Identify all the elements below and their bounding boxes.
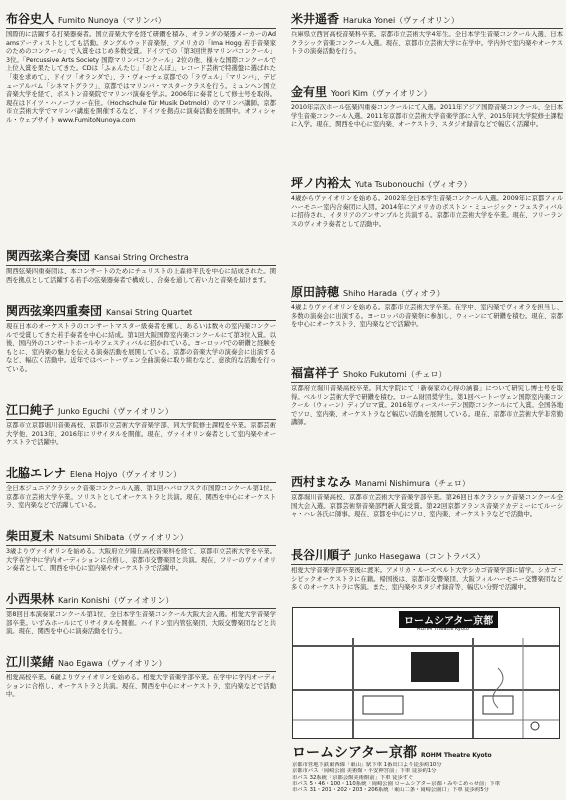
- performer-name: 小西果林: [6, 592, 55, 606]
- performer-bio: 全日本ジュニアクラシック音楽コンクール入選、第1回ハバロフスク市国際コンクール第1位。京都市立芸術大学卒業。ソリストとしてオーケストラと共演。現在、関西を中心にオーケストラ、室内楽などで活躍している。: [6, 485, 276, 510]
- performer-romaji: Haruka Yonei（ヴァイオリン）: [343, 16, 459, 25]
- performer-entry: [6, 588, 276, 645]
- performer-bio: 3歳よりヴァイオリンを始める。大阪府立夕陽丘高校音楽科を経て、京都市立芸術大学を卒業。大学在学中に学内オーディションに合格し、京都市交響楽団と共演。現在、フリーのヴァイオリン奏者として、関西を中心に室内楽やオーケストラで活躍中。: [6, 548, 276, 573]
- performer-bio: 4歳よりヴァイオリンを始める。京都市立芸術大学卒業。在学中、室内楽でヴィオラを担当し、多数の演奏会に出演する。ヨーロッパの音楽祭に参加し、ウィーンにて研鑽を積む。現在、京都を中心にオーケストラ、室内楽などで活躍中。: [291, 304, 563, 329]
- map-theatre-block: [411, 652, 459, 682]
- map-title: ロームシアター京都: [399, 611, 498, 628]
- performer-name: 米井遥香: [291, 12, 340, 26]
- access-line: 市バス 31・201・202・203・206系統「東山二条・岡崎公園口」下車 徒歩約5分: [292, 787, 489, 794]
- performer-entry: [6, 462, 276, 519]
- performer-bio: 京都市立京都堀川音楽高校、京都市立芸術大学音楽学部、同大学院修士課程を卒業。京都芸術大学他、2013年、2016年にリサイタルを開催。現在、ヴァイオリン奏者として室内楽やオーケストラで活躍中。: [6, 422, 276, 447]
- performer-bio: 京都堀川音楽高校、京都市立芸術大学音楽学部卒業。第26回日本クラシック音楽コンクール全国大会入選。京都芸術祭音楽部門新人賞受賞。第22回京都フランス音楽アカデミーにてルーシャ・ハレ各氏に師事。現在、京都を中心にソロ、室内楽、オーケストラなどで活動中。: [291, 494, 563, 519]
- performer-entry: [6, 8, 276, 239]
- performer-name: 江川菜緒: [6, 655, 55, 669]
- map-subtitle: ROHM Theatre Kyoto: [417, 626, 469, 632]
- performer-entry: [6, 300, 276, 393]
- map-river: [493, 668, 503, 708]
- performer-header: [6, 525, 276, 546]
- venue-logo: [292, 742, 492, 762]
- performer-entry: [6, 651, 276, 708]
- performer-entry: [291, 8, 563, 75]
- map-museum-block: [363, 696, 403, 714]
- performer-entry: [291, 281, 563, 356]
- performer-name: 西村まなみ: [291, 475, 352, 489]
- venue-name-jp: ロームシアター京都: [292, 745, 418, 761]
- performer-header: [6, 8, 276, 29]
- performer-romaji: Junko Hasegawa（コントラバス）: [355, 552, 485, 561]
- performer-header: [6, 399, 276, 420]
- performer-header: [291, 172, 563, 193]
- performer-bio: 京都府立堀川音楽高校卒業。同大学院にて「新奏家の心得の涵養」について研究し博士号を取得。ベルリン芸術大学で研鑽を積む。ローム財団奨学生。第1回ベートーヴェン国際室内楽コンクール（ウィーン）ディプロマ賞。2016年ヴィースバーデン国際コンクールにて入賞。全国各地でソロ、室内楽、オーケストラなど幅広い活動を展開している。現在、京都市立芸術大学非常勤講師。: [291, 385, 563, 427]
- access-line: 京都市営地下鉄東西線「東山」駅下車 1番出口より徒歩約10分: [292, 762, 442, 768]
- performer-entry: [291, 362, 563, 465]
- performer-header: [6, 588, 276, 609]
- access-line: 京都市バス「岡崎公園 美術館・平安神宮前」下車 徒歩約1分: [292, 768, 437, 775]
- access-line: 市バス 5・46・100・110系統「岡崎公園 ロームシアター京都・みやこめっせ前」下車: [292, 780, 501, 787]
- performer-header: [291, 362, 563, 383]
- performer-name: 関西弦楽四重奏団: [6, 304, 103, 318]
- performer-romaji: Yuta Tsubonouchi（ヴィオラ）: [355, 180, 472, 189]
- performer-entry: [6, 245, 276, 294]
- performer-name: 長谷川順子: [291, 548, 352, 562]
- performer-name: 原田詩穂: [291, 285, 340, 299]
- access-info: [292, 762, 558, 793]
- performer-bio: 兵庫県立西宮高校音楽科卒業。京都市立芸術大学4年生。全日本学生音楽コンクール入選、日本クラシック音楽コンクール入選。現在、京都市立芸術大学に在学中。学内外で室内楽やオーケストラの演奏活動を行う。: [291, 31, 563, 56]
- performer-romaji: Shoko Fukutomi（チェロ）: [343, 370, 447, 379]
- performer-header: [6, 462, 276, 483]
- performer-header: [291, 281, 563, 302]
- access-map: [292, 607, 560, 739]
- performer-romaji: Manami Nishimura（チェロ）: [355, 479, 470, 488]
- performer-name: 福富祥子: [291, 366, 340, 380]
- map-station-marker: [531, 722, 539, 730]
- performer-entry: [291, 471, 563, 538]
- performer-header: [291, 8, 563, 29]
- performer-name: 柴田夏未: [6, 529, 55, 543]
- performer-column-right: [291, 8, 563, 625]
- performer-romaji: Yoori Kim（ヴァイオリン）: [331, 89, 432, 98]
- performer-romaji: Elena Hojyo（ヴァイオリン）: [70, 470, 182, 479]
- performer-romaji: Kansai String Quartet: [106, 308, 193, 317]
- performer-romaji: Karin Konishi（ヴァイオリン）: [58, 596, 174, 605]
- performer-romaji: Junko Eguchi（ヴァイオリン）: [58, 407, 173, 416]
- performer-name: 金有里: [291, 85, 328, 99]
- performer-bio: 第8回日本演奏家コンクール第1位、全日本学生音楽コンクール大阪大会入選。相愛大学音楽学部卒業。いずみホールにてリサイタルを開催。ハイドン室内管弦楽団、大阪交響楽団などと共演。現在、関西を中心に演奏活動を行う。: [6, 611, 276, 636]
- performer-bio: 関西弦楽四重奏団は、本コンサートのためにチェリストの上森祥平氏を中心に結成された。関西を拠点として活躍する若手の弦楽器奏者で構成し、合奏を通して若い力と音楽を届けます。: [6, 268, 276, 284]
- performer-bio: 4歳からヴァイオリンを始める。2002年全日本学生音楽コンクール入選。2009年に京都フィルハーモニー室内合奏団に入団。2014年にアメリカのボストン・ミュージック・フェスティバルに招待され、イタリアのアンサンブルと共演する。京都市立芸術大学を卒業。現在、フリーランスのヴィオラ奏者として活動中。: [291, 195, 563, 228]
- map-hall-block: [483, 696, 513, 714]
- performer-romaji: Shiho Harada（ヴィオラ）: [343, 289, 445, 298]
- performer-entry: [6, 399, 276, 456]
- performer-header: [6, 651, 276, 672]
- performer-entry: [6, 525, 276, 582]
- performer-romaji: Kansai String Orchestra: [94, 253, 189, 262]
- performer-romaji: Fumito Nunoya（マリンバ）: [58, 16, 166, 25]
- performer-bio: 国際的に活躍する打楽器奏者。国立音楽大学を経て研鑽を積み、オランダの楽器メーカーのAdamsアーティストとしても活動。タングルウッド音楽祭、アメリカの「Ima Hogg 若手音楽家のためのコンクール」で入賞をはじめ多数受賞。ドイツでの「第3回世界マリンバコンクール」3位。「Percussive Arts Society 国際マリンバコンクール」2位の他、様々な国際コンクールで上位入賞を果たしてきた。CDは「ふぁんたじ」「おとんぼ」、レコード芸術で特選盤に選ばれた「東を求めて」、ドイツ「オランダで」、ラ・ヴォーチェ京都での「ラヴェル」「マリンバ」、デビューアルバム「シネマトグラフ」、京都ではマリンバ・マスタークラスを行う。ミュンヘン国立音楽大学を経て、ボストン音楽院でマリンバ演奏を学ぶ。2006年に奏者として修士号を取得。現在はドイツ・ハノーファー在住。（Hochschule für Musik Detmold）のマリンバ講師。京都市立芸術大学でマリンバ講座を開催するなど、ドイツを拠点に演奏活動を展開中。オフィシャル・ウェブサイト www.FumitoNunoya.com: [6, 31, 276, 124]
- access-line: 市バス 32系統「京都会館美術館前」下車 徒歩すぐ: [292, 774, 414, 781]
- performer-name: 布谷史人: [6, 12, 55, 26]
- performer-entry: [291, 172, 563, 275]
- performer-column-left: [6, 8, 276, 714]
- performer-header: [6, 245, 276, 266]
- performer-name: 江口純子: [6, 403, 55, 417]
- performer-bio: 現在日本のオーケストラのコンサートマスター級奏者を擁し、あるいは数々の室内楽コンクールで受賞してきた若手奏者を中心に結成。第1回大阪国際室内楽コンクールにて第3位入賞。以後、国内外のコンサートホールやフェスティバルに招かれている。ヨーロッパでの研鑽と経験をもとに、室内楽の魅力を伝える演奏活動を展開している。京都の音楽大学の演奏会に出演するなど、幅広く活動中。近年ではベートーヴェン全曲演奏に取り組むなど、意欲的な活動を行っている。: [6, 323, 276, 373]
- performer-name: 坪ノ内裕太: [291, 176, 352, 190]
- performer-entry: [291, 81, 563, 166]
- performer-romaji: Natsumi Shibata（ヴァイオリン）: [58, 533, 188, 542]
- performer-bio: 2010年宗次ホール弦楽四重奏コンクールにて入選。2011年アジア国際音楽コンクール、全日本学生音楽コンクール入選。2011年京都市立芸術大学音楽学部に入学、2015年同大学院修士課程に入学。現在、関西を中心に室内楽、オーケストラ、スタジオ録音などで幅広く活躍中。: [291, 104, 563, 129]
- performer-name: 北脇エレナ: [6, 466, 67, 480]
- venue-name-en: ROHM Theatre Kyoto: [421, 752, 492, 759]
- performer-bio: 相愛高校卒業。6歳よりヴァイオリンを始める。相愛大学音楽学部卒業。在学中に学内オーディションに合格し、オーケストラと共演。現在、関西を中心にオーケストラ、室内楽などで活動中。: [6, 674, 276, 699]
- performer-romaji: Nao Egawa（ヴァイオリン）: [58, 659, 167, 668]
- performer-name: 関西弦楽合奏団: [6, 249, 91, 263]
- performer-header: [291, 81, 563, 102]
- performer-header: [291, 544, 563, 565]
- performer-bio: 相愛大学音楽学部卒業後に渡米。アメリカ・ルーズベルト大学シカゴ音楽学部に留学。シカゴ・シビックオーケストラに在籍。帰国後は、京都市交響楽団、大阪フィルハーモニー交響楽団など多くのオーケストラに客演。また、室内楽やスタジオ録音等、幅広い分野で活躍中。: [291, 567, 563, 592]
- performer-header: [291, 471, 563, 492]
- performer-header: [6, 300, 276, 321]
